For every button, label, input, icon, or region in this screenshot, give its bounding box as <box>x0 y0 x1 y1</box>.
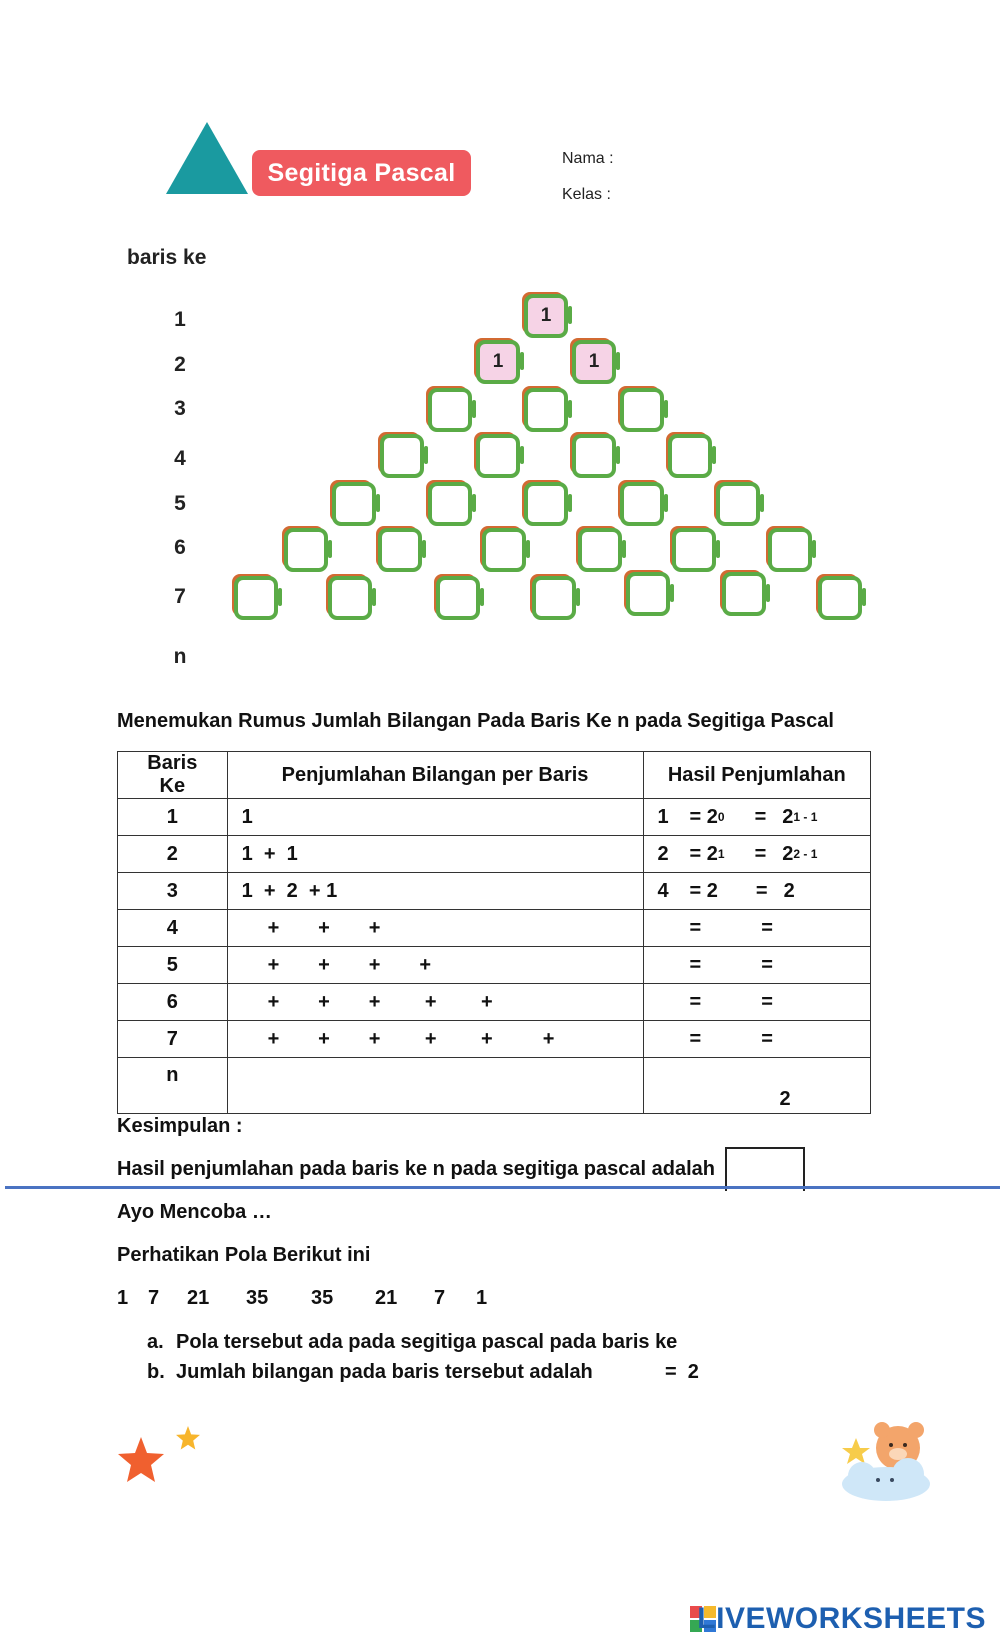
pascal-cell-r7-c2[interactable] <box>328 576 372 620</box>
hasil-power: = <box>689 1027 702 1050</box>
hasil-power: = 2 <box>689 805 718 828</box>
worksheet-title: Segitiga Pascal <box>252 150 471 196</box>
baris-cell: 2 <box>118 836 228 873</box>
row-label-4: 4 <box>174 447 186 470</box>
hasil-equals: = <box>761 990 773 1013</box>
sum-cell[interactable]: + + + + + + <box>227 1021 643 1058</box>
pascal-cell-r6-c3[interactable] <box>482 528 526 572</box>
pascal-cell-r7-c1[interactable] <box>234 576 278 620</box>
pattern-num: 7 <box>148 1287 160 1309</box>
pattern-num: 1 <box>117 1287 129 1309</box>
conclusion-statement: Hasil penjumlahan pada baris ke n pada segitiga pascal adalah <box>117 1158 715 1180</box>
hasil-formula: 2 <box>782 842 794 865</box>
pascal-cell-r5-c1[interactable] <box>332 482 376 526</box>
row-label-n: n <box>173 645 187 668</box>
table-row <box>118 1058 871 1114</box>
sum-cell[interactable]: 1 + 2 + 1 <box>227 873 643 910</box>
triangle-logo-icon <box>166 122 248 194</box>
sum-cell[interactable]: + + + <box>227 910 643 947</box>
practice-heading: Ayo Mencoba … <box>117 1201 272 1223</box>
pascal-cell-r1-c1: 1 <box>524 294 568 338</box>
col-header-baris: Baris Ke <box>118 752 228 799</box>
table-row <box>118 836 871 873</box>
baris-cell: 1 <box>118 799 228 836</box>
hasil-power: = <box>689 916 702 939</box>
pascal-cell-r5-c4[interactable] <box>620 482 664 526</box>
pascal-cell-r6-c4[interactable] <box>578 528 622 572</box>
item-b-marker: b. <box>147 1361 165 1383</box>
hasil-cell[interactable] <box>643 984 870 1021</box>
hasil-cell[interactable] <box>643 799 870 836</box>
hasil-equals: = <box>761 1027 773 1050</box>
pascal-cell-r3-c2[interactable] <box>524 388 568 432</box>
baris-ke-label: baris ke <box>127 246 207 269</box>
pascal-cell-r3-c3[interactable] <box>620 388 664 432</box>
sum-cell[interactable]: 1 + 1 <box>227 836 643 873</box>
pascal-cell-r7-c5[interactable] <box>626 572 670 616</box>
pascal-cell-r6-c1[interactable] <box>284 528 328 572</box>
pascal-cell-r4-c1[interactable] <box>380 434 424 478</box>
hasil-formula-exp: 1 - 1 <box>793 810 818 824</box>
row-label-3: 3 <box>174 397 186 420</box>
practice-subheading: Perhatikan Pola Berikut ini <box>117 1244 371 1266</box>
row-label-6: 6 <box>174 536 186 559</box>
table-row <box>118 984 871 1021</box>
row-label-2: 2 <box>174 353 186 376</box>
hasil-value: 4 <box>657 879 669 902</box>
hasil-cell[interactable] <box>643 873 870 910</box>
hasil-value: 1 <box>657 805 669 828</box>
baris-cell: 7 <box>118 1021 228 1058</box>
sum-cell[interactable]: 1 <box>227 799 643 836</box>
pascal-cell-r4-c4[interactable] <box>668 434 712 478</box>
table-row <box>118 873 871 910</box>
pascal-cell-r3-c1[interactable] <box>428 388 472 432</box>
baris-cell: 6 <box>118 984 228 1021</box>
hasil-power-exp: 0 <box>717 810 725 824</box>
hasil-cell[interactable] <box>643 947 870 984</box>
section-heading: Menemukan Rumus Jumlah Bilangan Pada Baris Ke n pada Segitiga Pascal <box>117 710 834 732</box>
hasil-power: = <box>689 990 702 1013</box>
pascal-cell-r7-c6[interactable] <box>722 572 766 616</box>
nama-label: Nama : <box>562 150 614 167</box>
col-header-hasil: Hasil Penjumlahan <box>643 752 870 799</box>
baris-cell: 5 <box>118 947 228 984</box>
hasil-cell[interactable] <box>643 836 870 873</box>
table-row <box>118 910 871 947</box>
hasil-formula: 2 <box>783 879 795 902</box>
row-label-7: 7 <box>174 585 186 608</box>
sum-cell[interactable]: + + + + <box>227 947 643 984</box>
item-a-marker: a. <box>147 1331 164 1353</box>
pascal-cell-r5-c2[interactable] <box>428 482 472 526</box>
pascal-cell-r2-c2: 1 <box>572 340 616 384</box>
hasil-equals: = <box>761 953 773 976</box>
orange-star-icon <box>116 1435 166 1485</box>
pascal-cell-r6-c2[interactable] <box>378 528 422 572</box>
pascal-cell-r4-c3[interactable] <box>572 434 616 478</box>
row-label-5: 5 <box>174 492 186 515</box>
hasil-equals: = <box>754 842 767 865</box>
pascal-cell-r7-c4[interactable] <box>532 576 576 620</box>
hasil-power: = 2 <box>689 879 718 902</box>
item-b-tail: = 2 <box>665 1361 699 1383</box>
table-header-row <box>118 752 871 799</box>
divider <box>5 1186 1000 1189</box>
pascal-cell-r4-c2[interactable] <box>476 434 520 478</box>
yellow-star-icon <box>175 1425 201 1451</box>
table-row <box>118 1021 871 1058</box>
pattern-num: 35 <box>311 1287 334 1309</box>
hasil-formula: 2 <box>779 1088 791 1110</box>
hasil-power-exp: 1 <box>717 847 725 861</box>
hasil-cell[interactable] <box>643 1058 870 1114</box>
pascal-cell-r6-c6[interactable] <box>768 528 812 572</box>
baris-cell: 4 <box>118 910 228 947</box>
pascal-cell-r5-c5[interactable] <box>716 482 760 526</box>
hasil-equals: = <box>761 916 773 939</box>
pascal-cell-r6-c5[interactable] <box>672 528 716 572</box>
pattern-num: 21 <box>187 1287 210 1309</box>
hasil-formula-exp: 2 - 1 <box>793 847 818 861</box>
pascal-cell-r2-c1: 1 <box>476 340 520 384</box>
bear-cloud-icon <box>836 1420 944 1504</box>
pattern-num: 35 <box>246 1287 269 1309</box>
sum-cell[interactable] <box>227 1058 643 1114</box>
hasil-power: = 2 <box>689 842 718 865</box>
pascal-cell-r7-c7[interactable] <box>818 576 862 620</box>
row-label-1: 1 <box>174 308 186 331</box>
pattern-num: 7 <box>434 1287 446 1309</box>
liveworksheets-brand[interactable]: LIVEWORKSHEETS <box>697 1602 986 1635</box>
hasil-formula: 2 <box>782 805 794 828</box>
conclusion-label: Kesimpulan : <box>117 1115 243 1137</box>
item-b-text: Jumlah bilangan pada baris tersebut adalah <box>176 1361 593 1383</box>
sum-cell[interactable]: + + + + + <box>227 984 643 1021</box>
conclusion-answer-box[interactable] <box>725 1147 805 1191</box>
kelas-label: Kelas : <box>562 186 611 203</box>
hasil-value: 2 <box>657 842 669 865</box>
hasil-cell[interactable] <box>643 1021 870 1058</box>
hasil-equals: = <box>755 879 768 902</box>
hasil-equals: = <box>754 805 767 828</box>
table-row <box>118 947 871 984</box>
hasil-power: = <box>689 953 702 976</box>
hasil-cell[interactable] <box>643 910 870 947</box>
pascal-cell-r5-c3[interactable] <box>524 482 568 526</box>
item-a-text: Pola tersebut ada pada segitiga pascal pada baris ke <box>176 1331 678 1353</box>
table-row <box>118 799 871 836</box>
pattern-num: 21 <box>375 1287 398 1309</box>
summation-table <box>117 751 871 1114</box>
col-header-penjumlahan: Penjumlahan Bilangan per Baris <box>227 752 643 799</box>
baris-cell: 3 <box>118 873 228 910</box>
baris-cell: n <box>118 1058 228 1114</box>
pascal-cell-r7-c3[interactable] <box>436 576 480 620</box>
pattern-num: 1 <box>476 1287 488 1309</box>
